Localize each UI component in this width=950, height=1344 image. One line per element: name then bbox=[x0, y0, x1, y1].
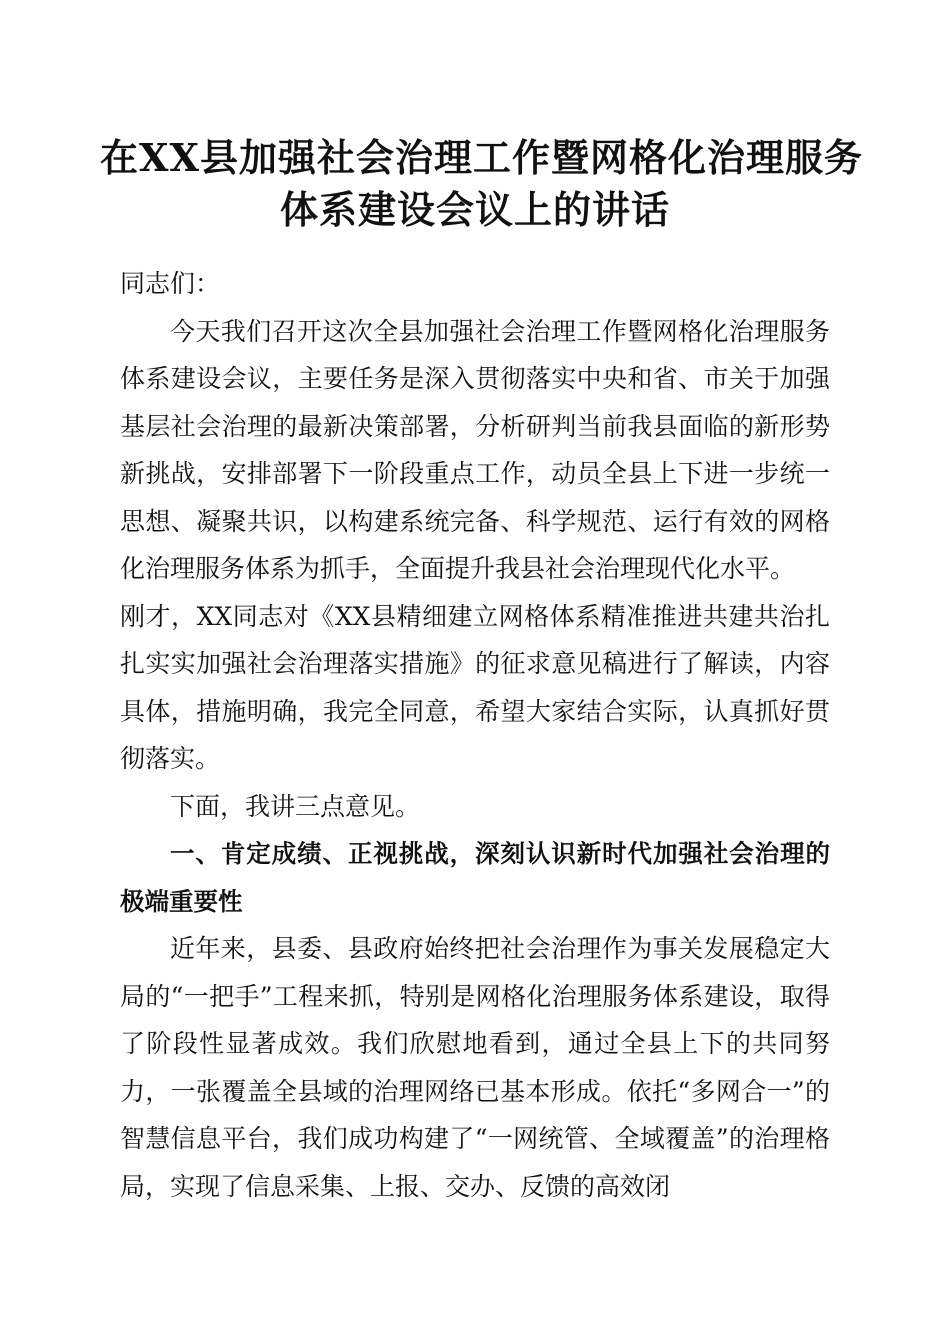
title-line-1: 在XX县加强社会治理工作暨网格化治理服务 bbox=[100, 135, 863, 180]
title-line-2: 体系建设会议上的讲话 bbox=[279, 187, 670, 232]
paragraph-section-1: 近年来，县委、县政府始终把社会治理作为事关发展稳定大局的“一把手”工程来抓，特别是网格化治理服务体系建设，取得了阶段性显著成效。我们欣慰地看到，通过全县上下的共同努力，一张覆盖全县域的治理网络已基本形成。依托“多网合一”的智慧信息平台，我们成功构建了“一网统管、全域覆盖”的治理格局，实现了信息采集、上报、交办、反馈的高效闭 bbox=[120, 934, 830, 1201]
salutation: 同志们： bbox=[120, 269, 221, 298]
paragraph-interpretation: 刚才，XX同志对《XX县精细建立网格体系精准推进共建共治扎扎实实加强社会治理落实措施》的征求意见稿进行了解读，内容具体，措施明确，我完全同意，希望大家结合实际，认真抓好贯彻落实。 bbox=[120, 601, 830, 773]
paragraph-three-points: 下面，我讲三点意见。 bbox=[170, 791, 421, 821]
document-body bbox=[120, 260, 830, 1210]
body-text-area bbox=[120, 260, 830, 1201]
page-title bbox=[100, 132, 863, 236]
paragraph-intro: 今天我们召开这次全县加强社会治理工作暨网格化治理服务体系建设会议，主要任务是深入贯彻落实中央和省、市关于加强基层社会治理的最新决策部署，分析研判当前我县面临的新形势新挑战，安排部署下一阶段重点工作，动员全县上下进一步统一思想、凝聚共识，以构建系统完备、科学规范、运行有效的网格化治理服务体系为抓手，全面提升我县社会治理现代化水平。 bbox=[120, 316, 830, 583]
section-heading-1: 一、肯定成绩、正视挑战，深刻认识新时代加强社会治理的极端重要性 bbox=[120, 839, 830, 916]
